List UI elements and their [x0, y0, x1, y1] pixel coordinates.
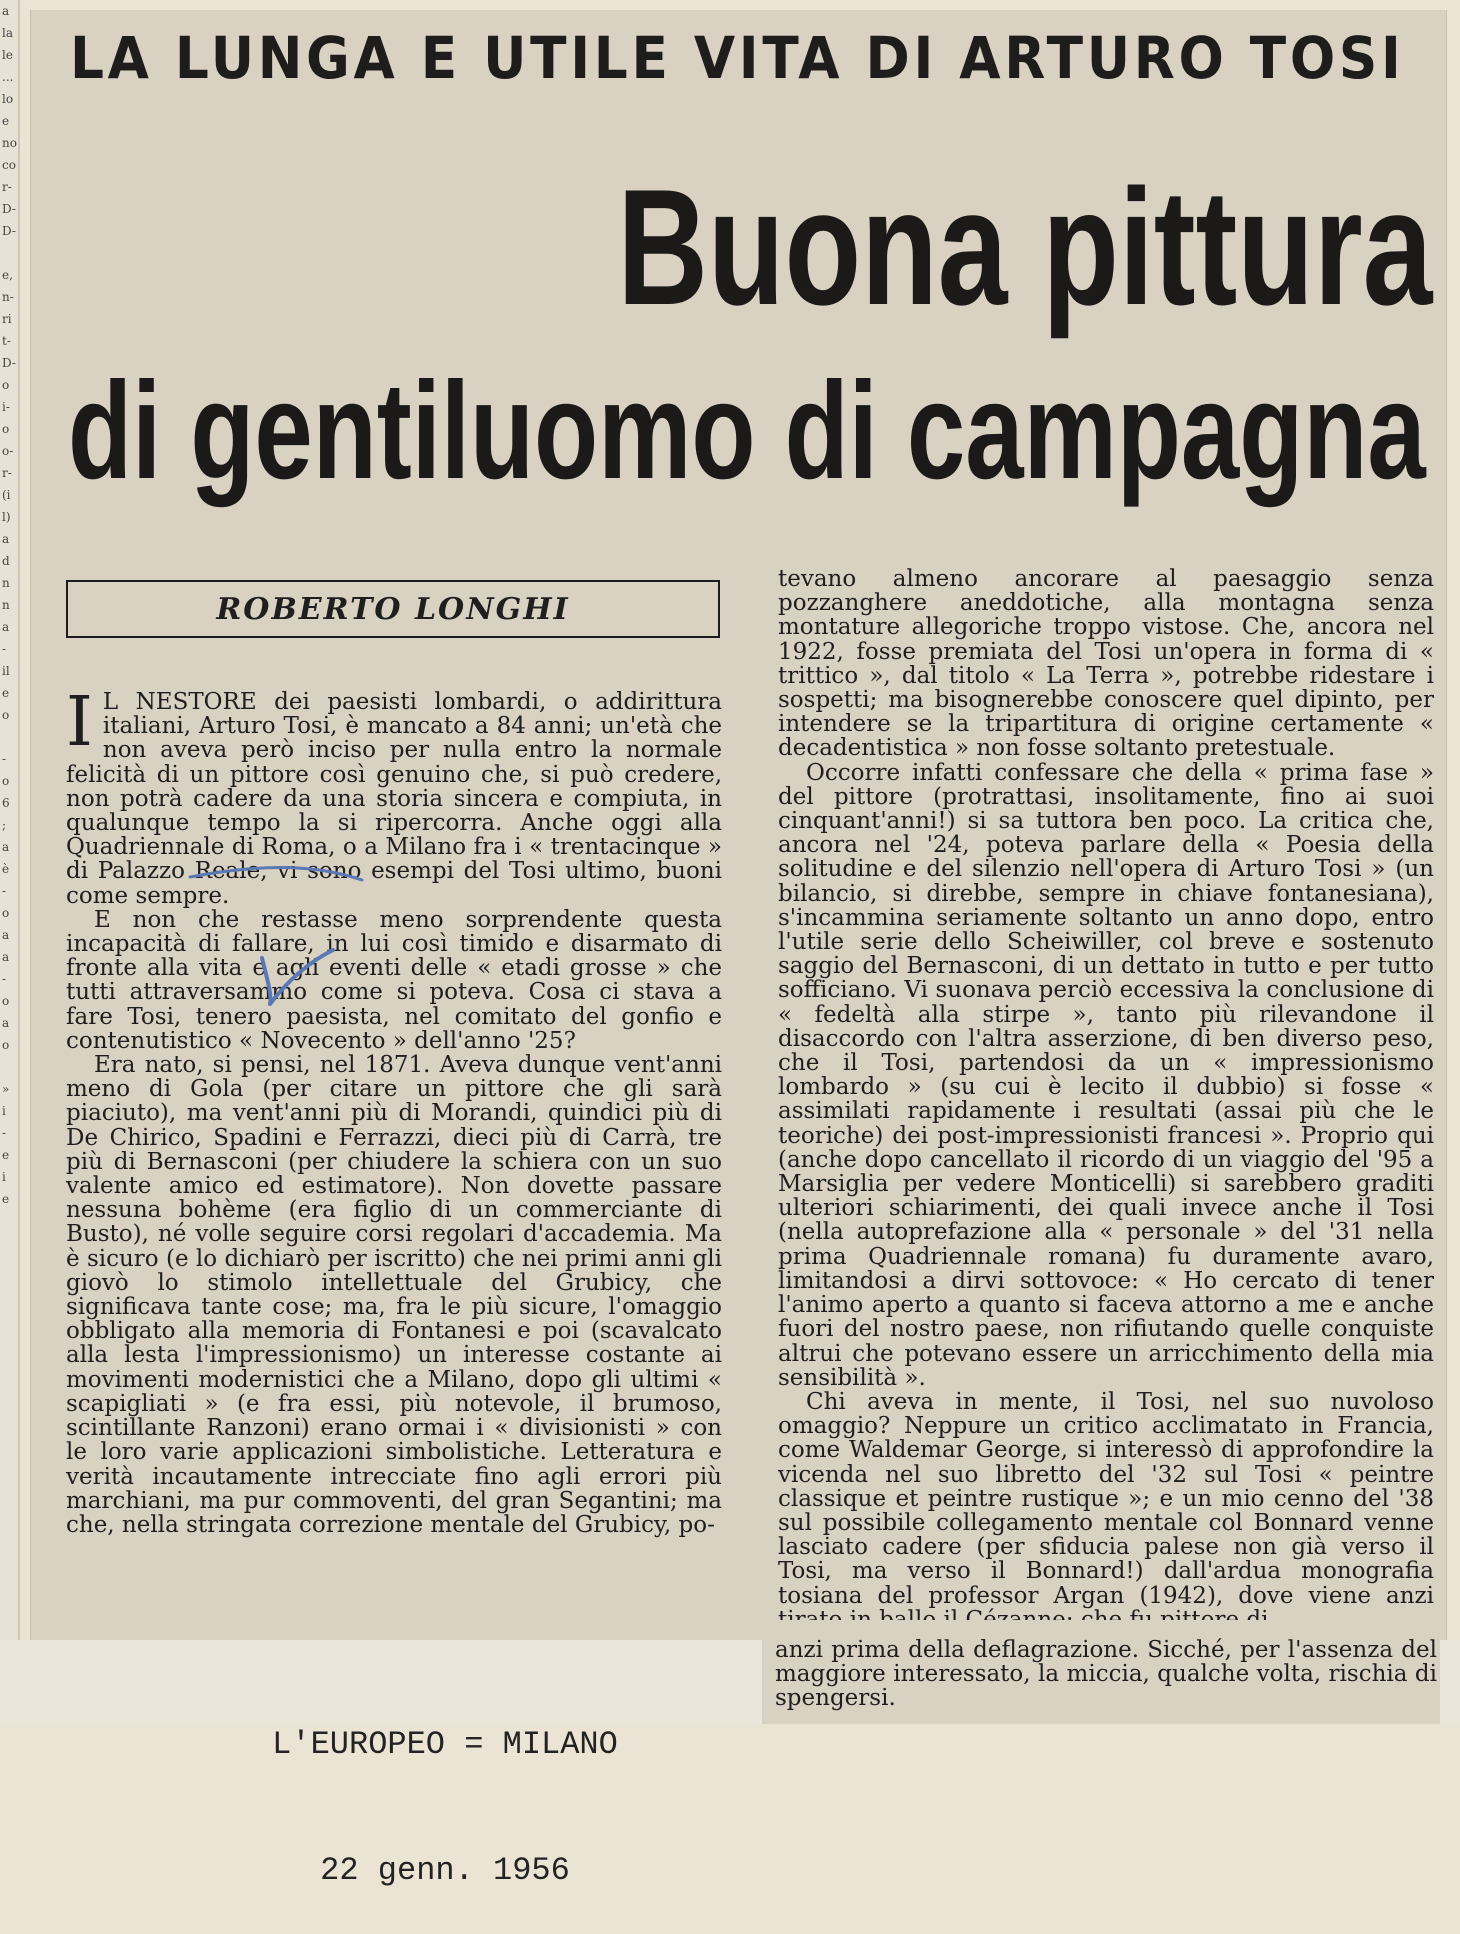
drop-cap: I — [66, 683, 93, 762]
article-right-column — [778, 567, 1434, 1632]
left-margin-fragments: a la le ... lo e no co r- D- D- e, n- ri t- D- o i- o o- r- (i l) a d n n a - il e o - o 6 ; a è - o a a - o a o » i - e i e — [2, 4, 17, 1206]
headline-line-1: Buona pittura — [616, 155, 1432, 339]
headline-line-2: di gentiluomo di campagna — [68, 354, 1426, 508]
source-stamp-line-2: 22 genn. 1956 — [320, 1852, 570, 1889]
article-paragraph-1 — [66, 683, 722, 909]
right-column-paragraph-3: Chi aveva in mente, il Tosi, nel suo nuvoloso omaggio? Neppure un critico acclimatato in Francia, come Waldemar George, si interessò di approfondire la vicenda nel suo libretto del '32 sul Tosi « peintre classique et peintre rustique »; e un mio cenno del '38 sul possibile collegamento mentale col Bonnard venne lasciato cadere (per sfiducia palese non già verso il Tosi, ma verso il Bonnard!) dall'ardua monografia tosiana del professor Argan (1942), dove viene anzi — [778, 1388, 1434, 1609]
right-column-paragraph-1: tevano almeno ancorare al paesaggio senza pozzanghere aneddotiche, alla montagna senza montature allegoriche troppo vistose. Che, ancora nel 1922, fosse premiata del Tosi un'opera in forma di « trittico », dal titolo « La Terra », potrebbe ridestare i sospetti; ma bisognerebbe conoscere quel dipinto, per intendere se la tripartitura di origine certamente « decadentistica » non fosse soltanto pretestuale. — [778, 566, 1434, 762]
right-column-paragraph-2: Occorre infatti confessare che della « prima fase » del pittore (protrattasi, insolitamente, fino ai suoi cinquant'anni!) si sa tuttora ben poco. La critica che, ancora nel '24, poteva parlare della « Poesia della solitudine e del silenzio nell'opera di Arturo Tosi » (un bilancio, si direbbe, sempre in chiave fontanesiana), s'incammina seriamente soltanto un anno dopo, entro l'utile serie dello Scheiwiller, col breve e sostenuto saggio del Bernasconi, di un dettato in tutto e per tutto sofficiano. Vi suonava perciò eccessiva la conclusione di « fedeltà alla stirpe », tanto più rilevandone il disaccordo con l'altra asserzione, di ben diverso peso, che il Tosi, partendosi da un « impressionismo lombardo » (su cui è lecito il dubbio) si fosse « assimilati rapidamente i resultati (assai più che le teoriche) dei post-impressionisti francesi ». Proprio qui (anche dopo cancellato il ricordo di un viaggio del '95 a Marsiglia per vedere Monticelli) si sarebbero graditi ulteriori schiarimenti, dei quali invece anche il Tosi (nella autoprefazione alla « personale » del '31 nella prima Quadriennale romana) fu duramente avaro, limitandosi a dirvi sottovoce: « Ho cercato di tener l'animo aperto a quanto si faceva attorno a me e anche fuori del nostro paese, non rifiutando quelle conquiste altrui che potevano essere un arricchimento della mia sensibilità ». — [778, 759, 1434, 1391]
source-stamp — [235, 1640, 655, 1934]
article-ending — [775, 1638, 1437, 1710]
byline-box — [66, 580, 720, 638]
article-paragraph-2: E non che restasse meno sorprendente questa incapacità di fallare, in lui così timido e disarmato di fronte alla vita e agli eventi delle « etadi grosse » che tutti attraversammo come si poteva. Cosa ci stava a fare Tosi, tenero paesista, nel comitato del gonfio e contenutistico « Novecento » dell'anno '25? — [66, 906, 722, 1054]
scan-left-margin — [0, 0, 20, 1724]
source-stamp-line-1: L'EUROPEO = MILANO — [272, 1726, 618, 1763]
ending-paragraph: anzi prima della deflagrazione. Sicché, per l'assenza del maggiore interessato, la miccia, qualche volta, rischia di spengersi. — [775, 1637, 1437, 1711]
article-left-column — [66, 683, 722, 1538]
author-byline: ROBERTO LONGHI — [216, 591, 570, 627]
paragraph-1-text: L NESTORE dei paesisti lombardi, o addirittura italiani, Arturo Tosi, è mancato a 84 anni; un'età che non aveva però inciso per nulla entro la normale felicità di un pittore così genuino che, si può credere, non potrà cadere da una storia sincera e compiuta, in qualunque tempo la si ripercorra. Anche oggi alla Quadriennale di Roma, o a Milano fra i « trentacinque » di Palazzo Reale, vi sono esempi del Tosi ultimo, buoni come sempre. — [66, 689, 722, 909]
article-kicker: LA LUNGA E UTILE VITA DI ARTURO TOSI — [70, 24, 1405, 92]
article-paragraph-3: Era nato, si pensi, nel 1871. Aveva dunque vent'anni meno di Gola (per citare un pittore che gli sarà piaciuto), ma vent'anni più di Morandi, quindici più di De Chirico, Spadini e Ferrazzi, dieci più di Carrà, tre più di Bernasconi (per chiudere la schiera con un suo valente amico ed estimatore). Non dovette passare nessuna bohème (era figlio di un commerciante di Busto), né volle seguire corsi regolari d'accademia. Ma è sicuro (e lo dichiarò per iscritto) che nei primi anni gli giovò lo stimolo intellettuale del Grubicy, che significava tante cose; ma, fra le più sicure, l'omaggio obbligato alla memoria di Fontanesi e poi (scavalcato alla lesta l'impressionismo) un interesse costante ai movimenti modernistici che a Milano, dopo gli ultimi « scapigliati » (e fra essi, più notevole, il brumoso, scintillante Ranzoni) erano ormai i « divisionisti » con le loro varie applicazioni simbolistiche. Letteratura e verità incautamente intrecciate fino agli errori più marchiani, ma pur commoventi, del gran Segantini; ma che, nella stringata correzione mentale del Grubicy, po- — [66, 1052, 722, 1538]
